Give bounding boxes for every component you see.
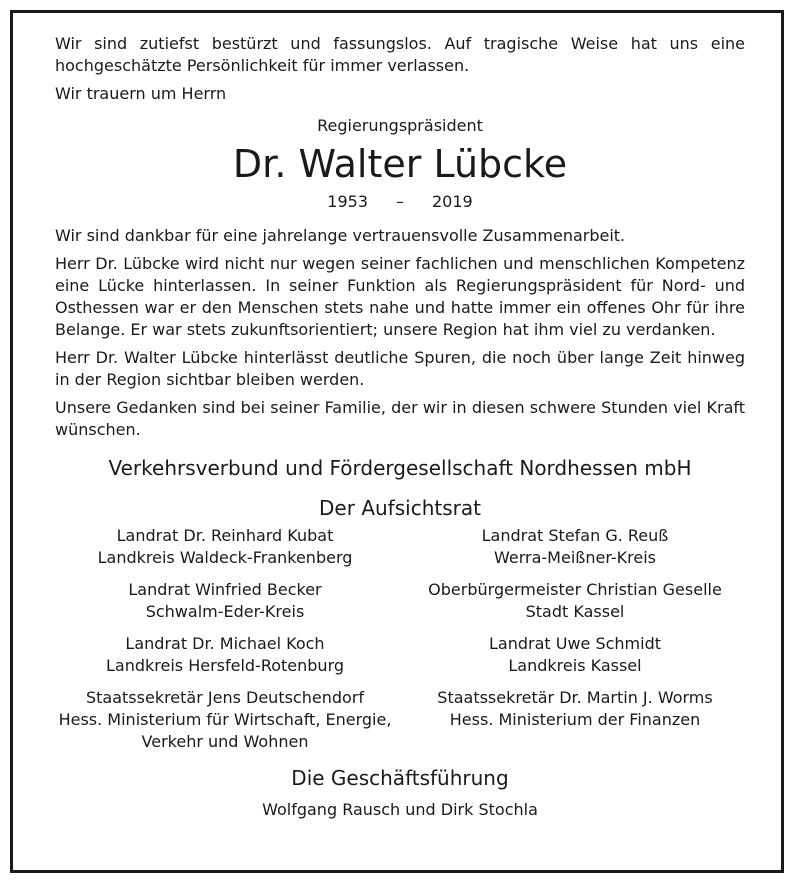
member-affiliation: Hess. Ministerium für Wirtschaft, Energie,: [58, 710, 392, 729]
management-heading: Die Geschäftsführung: [291, 766, 509, 790]
member-name: Oberbürgermeister Christian Geselle: [428, 580, 722, 599]
board-member: [405, 525, 745, 569]
obituary-frame: [10, 10, 784, 873]
board-member: [55, 633, 395, 677]
deceased-name: Dr. Walter Lübcke: [232, 142, 568, 186]
deceased-title: Regierungspräsident: [317, 116, 483, 135]
birth-year: 1953: [327, 192, 368, 211]
paragraph-legacy: Herr Dr. Walter Lübcke hinterlässt deutliche Spuren, die noch über lange Zeit hinweg in der Region sichtbar bleiben werden.: [55, 348, 745, 389]
paragraph-family: Unsere Gedanken sind bei seiner Familie, der wir in diesen schwere Stunden viel Kraft wünschen.: [55, 398, 745, 439]
member-affiliation: Landkreis Waldeck-Frankenberg: [97, 548, 353, 567]
member-affiliation: Stadt Kassel: [525, 602, 625, 621]
member-affiliation: Werra-Meißner-Kreis: [493, 548, 656, 567]
life-dates: [55, 191, 745, 213]
company-name: Verkehrsverbund und Fördergesellschaft Nordhessen mbH: [108, 456, 692, 480]
member-name: Landrat Dr. Reinhard Kubat: [116, 526, 334, 545]
obituary-content: [55, 33, 745, 821]
member-name: Staatssekretär Jens Deutschendorf: [85, 688, 365, 707]
board-member: [405, 579, 745, 623]
board-member: [55, 579, 395, 623]
member-affiliation: Hess. Ministerium der Finanzen: [449, 710, 701, 729]
board-member: [55, 687, 395, 753]
board-member: [405, 633, 745, 677]
member-name: Landrat Winfried Becker: [128, 580, 322, 599]
member-affiliation-cont: Verkehr und Wohnen: [141, 732, 309, 751]
board-members: [55, 525, 745, 753]
member-affiliation: Schwalm-Eder-Kreis: [145, 602, 305, 621]
death-year: 2019: [432, 192, 473, 211]
board-heading: Der Aufsichtsrat: [319, 496, 481, 520]
board-member: [55, 525, 395, 569]
paragraph-competence: Herr Dr. Lübcke wird nicht nur wegen seiner fachlichen und menschlichen Kompetenz eine Lücke hinterlassen. In seiner Funktion als Regierungspräsident für Nord- und Osthessen war er den Menschen stets nahe und hatte immer ein offenes Ohr für ihre Belange. Er war stets zukunftsorientiert; unsere Region hat ihm viel zu verdanken.: [55, 254, 745, 339]
mourn-line: Wir trauern um Herrn: [55, 84, 227, 103]
member-affiliation: Landkreis Kassel: [508, 656, 642, 675]
member-affiliation: Landkreis Hersfeld-Rotenburg: [105, 656, 345, 675]
member-name: Landrat Dr. Michael Koch: [125, 634, 325, 653]
member-name: Landrat Uwe Schmidt: [488, 634, 662, 653]
member-name: Landrat Stefan G. Reuß: [481, 526, 669, 545]
date-dash: –: [396, 192, 404, 211]
paragraph-thanks: Wir sind dankbar für eine jahrelange vertrauensvolle Zusammenarbeit.: [55, 226, 626, 245]
management-names: Wolfgang Rausch und Dirk Stochla: [262, 800, 538, 819]
member-name: Staatssekretär Dr. Martin J. Worms: [437, 688, 713, 707]
board-member: [405, 687, 745, 753]
intro-text: Wir sind zutiefst bestürzt und fassungslos. Auf tragische Weise hat uns eine hochgeschätzte Persönlichkeit für immer verlassen.: [55, 34, 745, 75]
